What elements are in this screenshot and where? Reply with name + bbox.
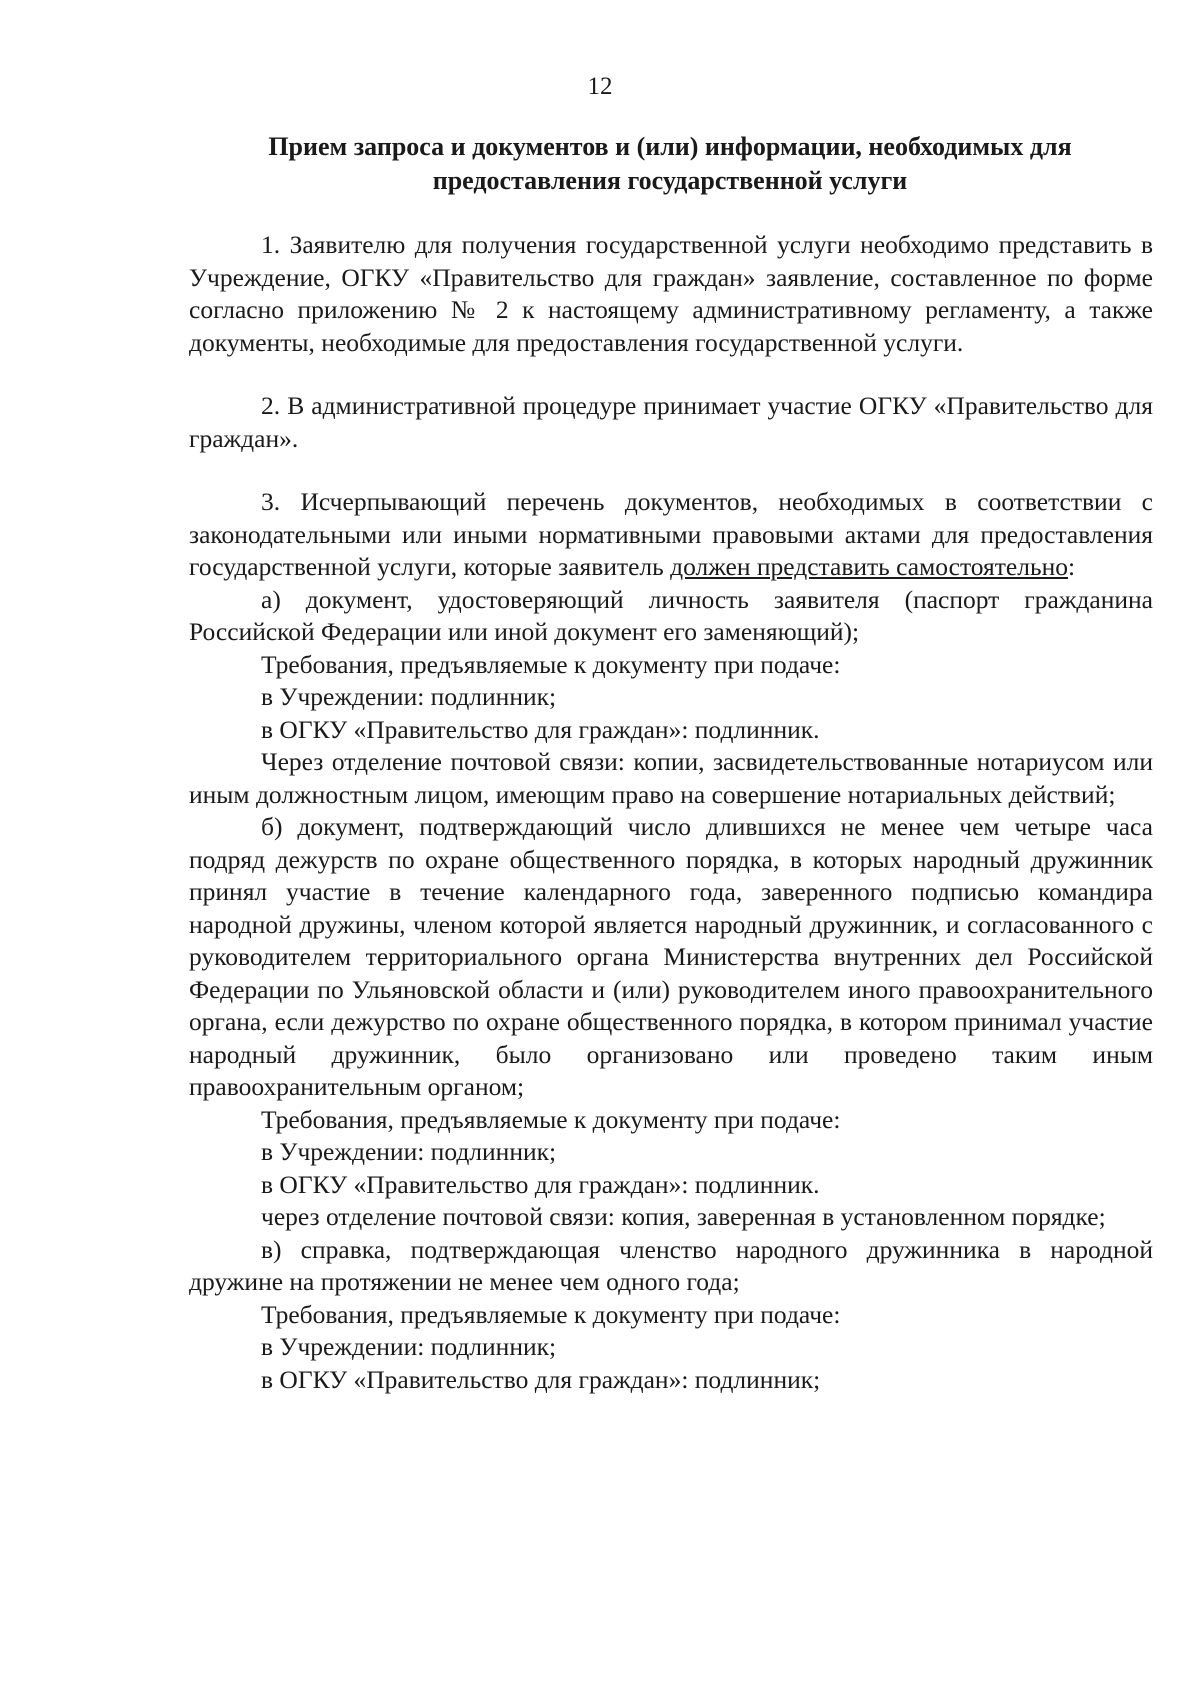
section-heading-line-2: предоставления государственной услуги — [432, 166, 908, 195]
item-c: в) справка, подтверждающая членство народного дружинника в народной дружине на протяжении не менее чем одного года; — [189, 1234, 1153, 1296]
item-c-institution: в Учреждении: подлинник; — [261, 1332, 557, 1361]
item-a: а) документ, удостоверяющий личность заявителя (паспорт гражданина Российской Федерации или иной документ его заменяющий); — [189, 584, 1153, 646]
paragraph-2: 2. В административной процедуре принимает участие ОГКУ «Правительство для граждан». — [189, 391, 1153, 453]
paragraph-1: 1. Заявителю для получения государственной услуги необходимо представить в Учреждение, ОГКУ «Правительство для граждан» заявление, составленное по форме согласно приложению № 2 к настоящему административному регламенту, а также документы, необходимые для предоставления государственной услуги. — [189, 230, 1153, 357]
item-a-institution: в Учреждении: подлинник; — [261, 682, 557, 711]
section-heading — [190, 130, 1150, 198]
item-b-institution: в Учреждении: подлинник; — [261, 1137, 557, 1166]
paragraph-3-end: : — [1067, 552, 1076, 581]
item-c-ogku: в ОГКУ «Правительство для граждан»: подлинник; — [261, 1364, 821, 1394]
item-a-requirements: Требования, предъявляемые к документу при подаче: — [261, 649, 841, 679]
item-b-requirements: Требования, предъявляемые к документу при подаче: — [261, 1104, 841, 1134]
item-a-post: Через отделение почтовой связи: копии, засвидетельствованные нотариусом или иным должностным лицом, имеющим право на совершение нотариальных действий; — [189, 747, 1153, 809]
item-b: б) документ, подтверждающий число длившихся не менее чем четыре часа подряд дежурств по охране общественного порядка, в которых народный дружинник принял участие в течение календарного года, заверенного подписью командира народной дружины, членом которой является народный дружинник, и согласованного с руководителем территориального органа Министерства внутренних дел Российской Федерации по Ульяновской области и (или) руководителем иного правоохранительного органа, если дежурство по охране общественного порядка, в котором принимал участие народный дружинник, было организовано или проведено таким иным правоохранительным органом; — [189, 812, 1153, 1101]
item-b-ogku: в ОГКУ «Правительство для граждан»: подлинник. — [261, 1169, 820, 1199]
page-number: 12 — [587, 73, 613, 100]
item-a-ogku: в ОГКУ «Правительство для граждан»: подлинник. — [261, 714, 820, 744]
paragraph-3-underlined: должен представить самостоятельно — [670, 552, 1068, 581]
paragraph-3-text: 3. Исчерпывающий перечень документов, необходимых в соответствии с законодательными или иными нормативными правовыми актами для предоставления государственной услуги, которые заявитель — [189, 487, 1153, 581]
paragraph-3 — [189, 486, 1153, 584]
item-c-requirements: Требования, предъявляемые к документу при подаче: — [261, 1299, 841, 1329]
document-body — [189, 229, 1153, 1396]
section-heading-line-1: Прием запроса и документов и (или) информации, необходимых для — [268, 132, 1072, 161]
item-b-post: через отделение почтовой связи: копия, заверенная в установленном порядке; — [261, 1202, 1106, 1231]
